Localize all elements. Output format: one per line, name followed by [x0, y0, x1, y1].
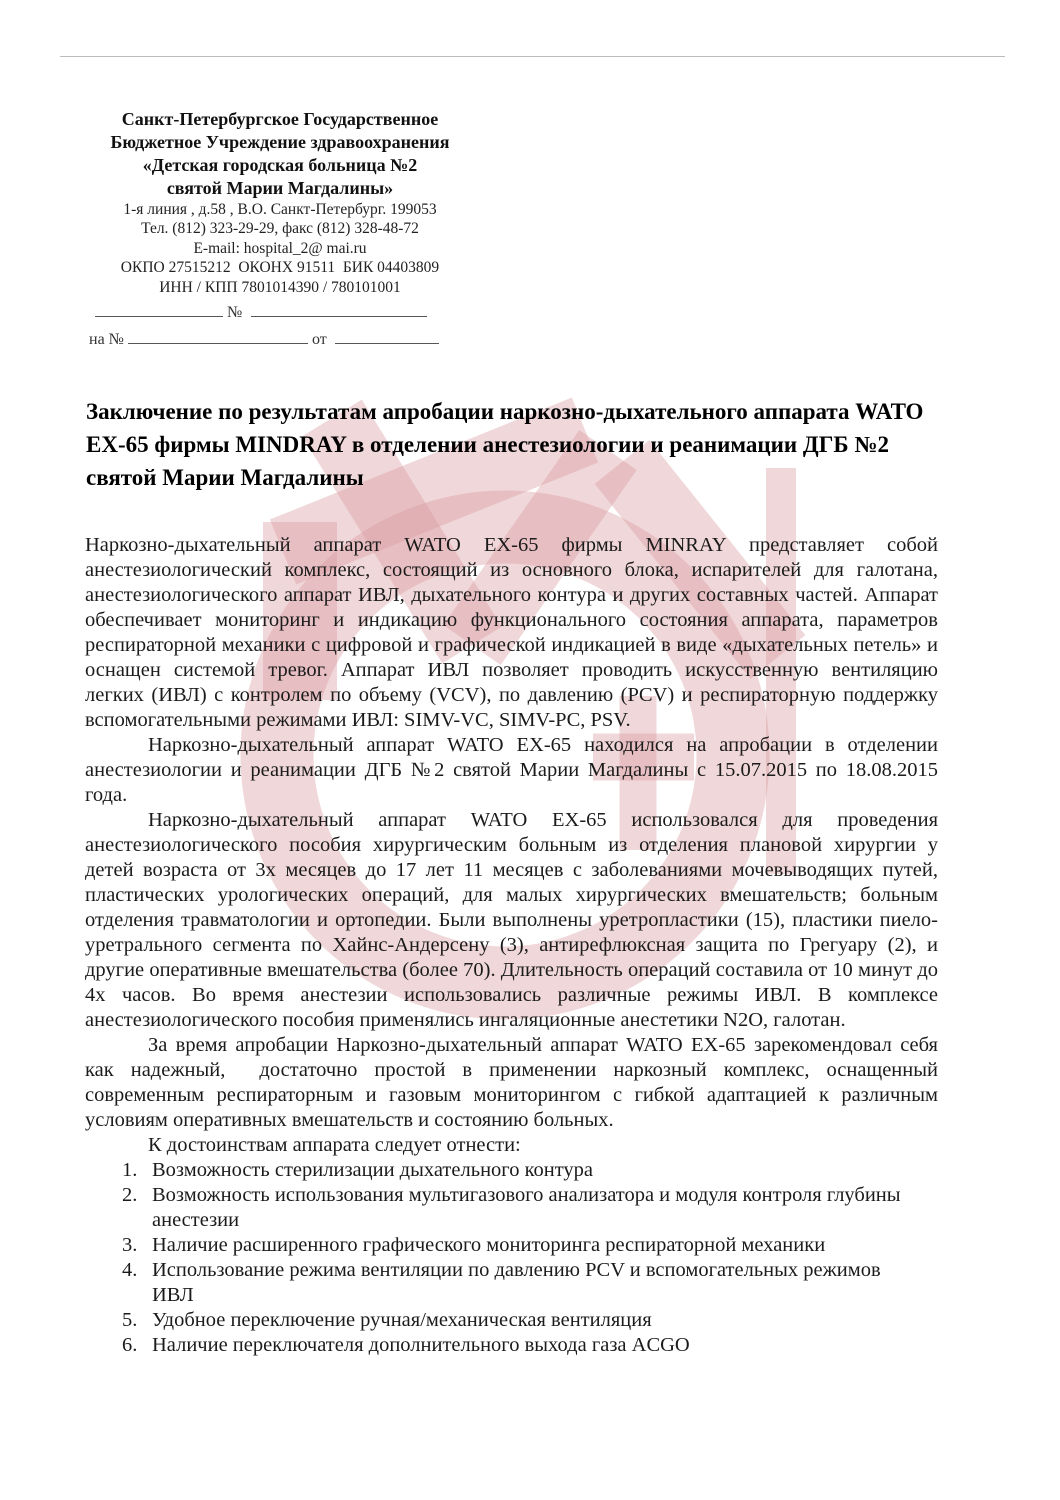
org-name-line: Бюджетное Учреждение здравоохранения [110, 132, 450, 152]
list-item-number: 4. [122, 1259, 138, 1281]
list-item-text: Наличие расширенного графического мониторинга респираторной механики [152, 1234, 826, 1256]
list-item-text: Удобное переключение ручная/механическая вентиляция [152, 1309, 652, 1331]
number-sign-label: № [227, 304, 243, 321]
list-item [85, 1183, 938, 1233]
list-item-text: Возможность использования мультигазового анализатора и модуля контроля глубины анестезии [152, 1184, 901, 1231]
address-line: Тел. (812) 323-29-29, факс (812) 328-48-72 [141, 220, 419, 238]
paragraph: Наркозно-дыхательный аппарат WATO EX-65 использовался для проведения анестезиологического пособия хирургическим больным из отделения плановой хирургии у детей возраста от 3х месяцев до 17 лет 11 месяцев с заболеваниями мочевыводящих путей, пластических урологических операций, для малых хирургических вмешательств; больным отделения травматологии и ортопедии. Были выполнены уретропластики (15), пластики пиело-уретрального сегмента по Хайнс-Андерсену (3), антирефлюксная защита по Грегуару (2), и другие оперативные вмешательства (более 70). Длительность операций составила от 10 минут до 4х часов. Во время анестезии использовались различные режимы ИВЛ. В комплексе анестезиологического пособия применялись ингаляционные анестетики N2O, галотан. [85, 809, 938, 1031]
letterhead [88, 108, 472, 297]
list-item-number: 2. [122, 1184, 138, 1206]
ref-blank-field [335, 328, 439, 344]
address-line: ОКПО 27515212 ОКОНХ 91511 БИК 04403809 [120, 259, 440, 277]
paragraph: За время апробации Наркозно-дыхательный аппарат WATO EX-65 зарекомендовал себя как надежный, достаточно простой в применении наркозный комплекс, оснащенный современным респираторным и газовым мониторингом с гибкой адаптацией к различным условиям оперативных вмешательств и состоянию больных. [85, 1034, 938, 1131]
org-name-line: святой Марии Магдалины» [166, 178, 394, 198]
ref-line-incoming [85, 328, 439, 349]
list-item-number: 3. [122, 1234, 138, 1256]
list-item [85, 1158, 938, 1183]
list-item [85, 1333, 938, 1358]
on-number-label: на № [89, 331, 124, 348]
body-text [85, 533, 938, 1358]
list-item-text: Использование режима вентиляции по давлению PCV и вспомогательных режимов ИВЛ [152, 1259, 881, 1306]
paragraph: Наркозно-дыхательный аппарат WATO EX-65 находился на апробации в отделении анестезиологии и реанимации ДГБ №2 святой Марии Магдалины с 15.07.2015 по 18.08.2015 года. [85, 734, 938, 806]
address-line: 1-я линия , д.58 , В.О. Санкт-Петербург. 199053 [123, 201, 437, 218]
document-title: Заключение по результатам апробации наркозно-дыхательного аппарата WATO EX-65 фирмы MINDRAY в отделении анестезиологии и реанимации ДГБ №2 святой Марии Магдалины [86, 399, 924, 490]
ref-blank-field [128, 328, 308, 344]
list-item-text: Наличие переключателя дополнительного выхода газа ACGO [152, 1334, 690, 1356]
address-line: ИНН / КПП 7801014390 / 780101001 [159, 278, 401, 296]
list-item-text: Возможность стерилизации дыхательного контура [152, 1159, 593, 1181]
address-line: E-mail: hospital_2@ mai.ru [193, 239, 367, 257]
list-item [85, 1308, 938, 1333]
ref-blank-field [95, 301, 223, 317]
advantages-intro: К достоинствам аппарата следует отнести: [148, 1134, 521, 1156]
org-name-line: Санкт-Петербургское Государственное [121, 109, 439, 129]
list-item-number: 6. [122, 1334, 138, 1356]
list-item [85, 1233, 938, 1258]
advantages-list [85, 1158, 938, 1358]
ref-line-outgoing [95, 301, 427, 322]
from-label: от [311, 331, 327, 348]
list-item-number: 5. [122, 1309, 138, 1331]
list-item-number: 1. [122, 1159, 138, 1181]
paragraph: Наркозно-дыхательный аппарат WATO EX-65 фирмы MINRAY представляет собой анестезиологический комплекс, состоящий из основного блока, испарителей для галотана, анестезиологического аппарат ИВЛ, дыхательного контура и других составных частей. Аппарат обеспечивает мониторинг и индикацию функционального состояния аппарата, параметров респираторной механики с цифровой и графической индикацией в виде «дыхательных петель» и оснащен системой тревог. Аппарат ИВЛ позволяет проводить искусственную вентиляцию легких (ИВЛ) с контролем по объему (VCV), по давлению (PCV) и респираторную поддержку вспомогательными режимами ИВЛ: SIMV-VC, SIMV-PC, PSV. [85, 534, 938, 731]
ref-blank-field [251, 301, 427, 317]
org-name-line: «Детская городская больница №2 [142, 155, 418, 175]
list-item [85, 1258, 938, 1308]
